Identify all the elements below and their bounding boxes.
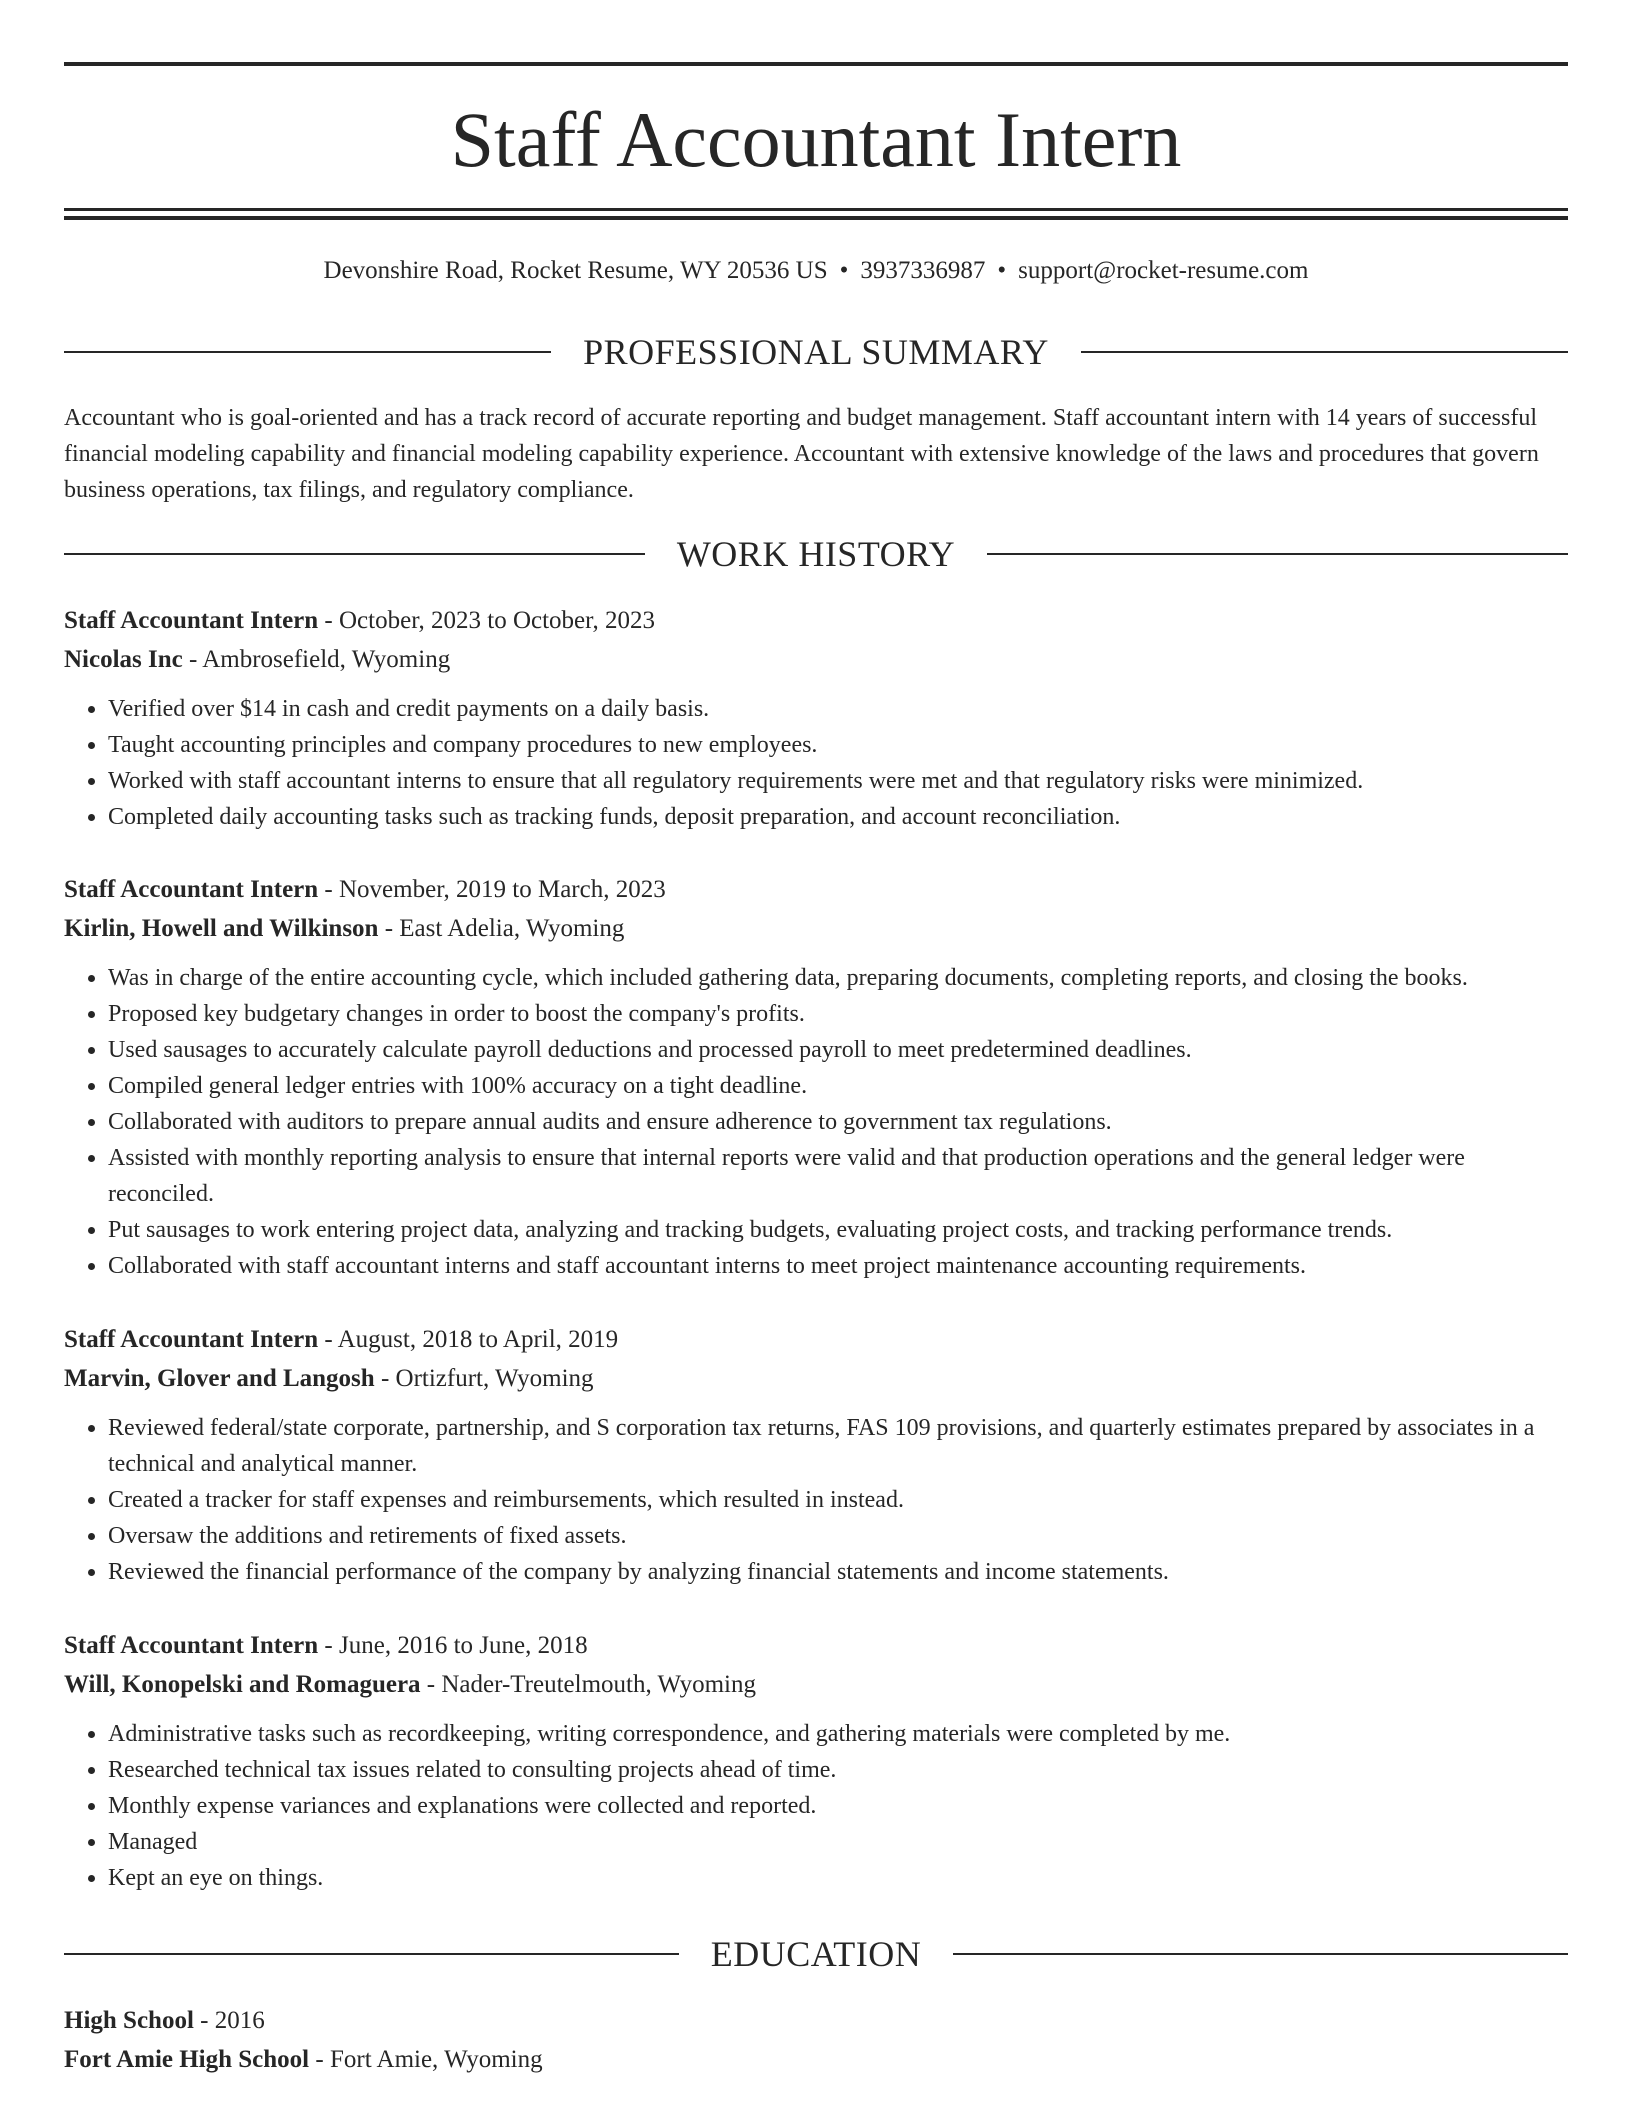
list-item: • Taught accounting principles and company procedures to new employees. — [108, 727, 1568, 763]
job-role: Staff Accountant Intern — [64, 1326, 319, 1353]
job-company: Nicolas Inc — [64, 646, 183, 673]
list-item: • Assisted with monthly reporting analysis to ensure that internal reports were valid and that production operations and the general ledger were reconciled. — [108, 1140, 1568, 1212]
contact-separator: • — [997, 257, 1007, 284]
list-item: • Researched technical tax issues related to consulting projects ahead of time. — [108, 1752, 1568, 1788]
divider — [987, 553, 1568, 555]
list-item: • Kept an eye on things. — [108, 1860, 1568, 1896]
list-item: • Collaborated with auditors to prepare annual audits and ensure adherence to government tax regulations. — [108, 1104, 1568, 1140]
education-entry — [64, 2001, 1568, 2079]
job-location: - Ambrosefield, Wyoming — [182, 646, 451, 673]
job-entry — [64, 601, 1568, 835]
contact-email: support@rocket-resume.com — [1018, 257, 1309, 284]
education-degree: High School — [64, 2007, 194, 2034]
job-bullets — [64, 960, 1568, 1284]
title-double-rule — [64, 208, 1568, 220]
list-item: • Was in charge of the entire accounting cycle, which included gathering data, preparing documents, completing reports, and closing the books. — [108, 960, 1568, 996]
section-title: WORK HISTORY — [676, 534, 956, 574]
job-role-line — [64, 601, 1568, 640]
list-item: • Reviewed the financial performance of the company by analyzing financial statements and income statements. — [108, 1554, 1568, 1590]
job-company: Marvin, Glover and Langosh — [64, 1365, 375, 1392]
list-item: • Completed daily accounting tasks such as tracking funds, deposit preparation, and account reconciliation. — [108, 799, 1568, 835]
list-item: • Reviewed federal/state corporate, partnership, and S corporation tax returns, FAS 109 provisions, and quarterly estimates prepared by associates in a technical and analytical manner. — [108, 1410, 1568, 1482]
list-item: • Administrative tasks such as recordkeeping, writing correspondence, and gathering materials were completed by me. — [108, 1716, 1568, 1752]
section-header-education — [64, 1934, 1568, 1974]
education-school: Fort Amie High School — [64, 2046, 310, 2073]
job-role: Staff Accountant Intern — [64, 876, 319, 903]
job-dates: - August, 2018 to April, 2019 — [318, 1326, 619, 1353]
job-company: Kirlin, Howell and Wilkinson — [64, 915, 379, 942]
job-company: Will, Konopelski and Romaguera — [64, 1671, 421, 1698]
job-location: - East Adelia, Wyoming — [378, 915, 625, 942]
section-header-work — [64, 534, 1568, 574]
list-item: • Created a tracker for staff expenses and reimbursements, which resulted in instead. — [108, 1482, 1568, 1518]
job-bullets — [64, 1410, 1568, 1590]
list-item: • Managed — [108, 1824, 1568, 1860]
contact-phone: 3937336987 — [860, 257, 986, 284]
job-role: Staff Accountant Intern — [64, 1632, 319, 1659]
job-dates: - June, 2016 to June, 2018 — [318, 1632, 588, 1659]
list-item: • Monthly expense variances and explanations were collected and reported. — [108, 1788, 1568, 1824]
section-title: EDUCATION — [710, 1934, 922, 1974]
contact-line — [64, 256, 1568, 286]
divider — [953, 1953, 1568, 1955]
job-location: - Nader-Treutelmouth, Wyoming — [420, 1671, 756, 1698]
contact-address: Devonshire Road, Rocket Resume, WY 20536 US — [323, 257, 828, 284]
job-company-line — [64, 1665, 1568, 1704]
job-role-line — [64, 1320, 1568, 1359]
divider — [64, 351, 551, 353]
job-company-line — [64, 1359, 1568, 1398]
divider — [64, 553, 645, 555]
job-role-line — [64, 870, 1568, 909]
job-location: - Ortizfurt, Wyoming — [374, 1365, 594, 1392]
resume-title: Staff Accountant Intern — [450, 96, 1182, 183]
job-role-line — [64, 1626, 1568, 1665]
section-header-summary — [64, 332, 1568, 372]
section-title: PROFESSIONAL SUMMARY — [583, 332, 1049, 372]
summary-text: Accountant who is goal-oriented and has a track record of accurate reporting and budget management. Staff accountant intern with 14 years of successful financial modeling capability and financial modeling capability experience. Accountant with extensive knowledge of the laws and procedures that govern business operations, tax filings, and regulatory compliance. — [64, 405, 1539, 503]
list-item: • Put sausages to work entering project data, analyzing and tracking budgets, evaluating project costs, and tracking performance trends. — [108, 1212, 1568, 1248]
divider — [64, 1953, 679, 1955]
education-degree-line — [64, 2001, 1568, 2040]
job-company-line — [64, 909, 1568, 948]
contact-separator: • — [839, 257, 849, 284]
job-role: Staff Accountant Intern — [64, 607, 319, 634]
divider — [1081, 351, 1568, 353]
list-item: • Oversaw the additions and retirements of fixed assets. — [108, 1518, 1568, 1554]
job-bullets — [64, 691, 1568, 835]
job-dates: - October, 2023 to October, 2023 — [318, 607, 655, 634]
list-item: • Compiled general ledger entries with 100% accuracy on a tight deadline. — [108, 1068, 1568, 1104]
list-item: • Verified over $14 in cash and credit payments on a daily basis. — [108, 691, 1568, 727]
list-item: • Used sausages to accurately calculate payroll deductions and processed payroll to meet predetermined deadlines. — [108, 1032, 1568, 1068]
job-entry — [64, 1320, 1568, 1590]
list-item: • Collaborated with staff accountant interns and staff accountant interns to meet project maintenance accounting requirements. — [108, 1248, 1568, 1284]
job-dates: - November, 2019 to March, 2023 — [318, 876, 666, 903]
job-entry — [64, 1626, 1568, 1896]
education-school-line — [64, 2040, 1568, 2079]
job-bullets — [64, 1716, 1568, 1896]
job-company-line — [64, 640, 1568, 679]
list-item: • Worked with staff accountant interns to ensure that all regulatory requirements were met and that regulatory risks were minimized. — [108, 763, 1568, 799]
education-location: - Fort Amie, Wyoming — [309, 2046, 543, 2073]
top-rule — [64, 62, 1568, 66]
list-item: • Proposed key budgetary changes in order to boost the company's profits. — [108, 996, 1568, 1032]
education-year: - 2016 — [193, 2007, 265, 2034]
job-entry — [64, 870, 1568, 1284]
